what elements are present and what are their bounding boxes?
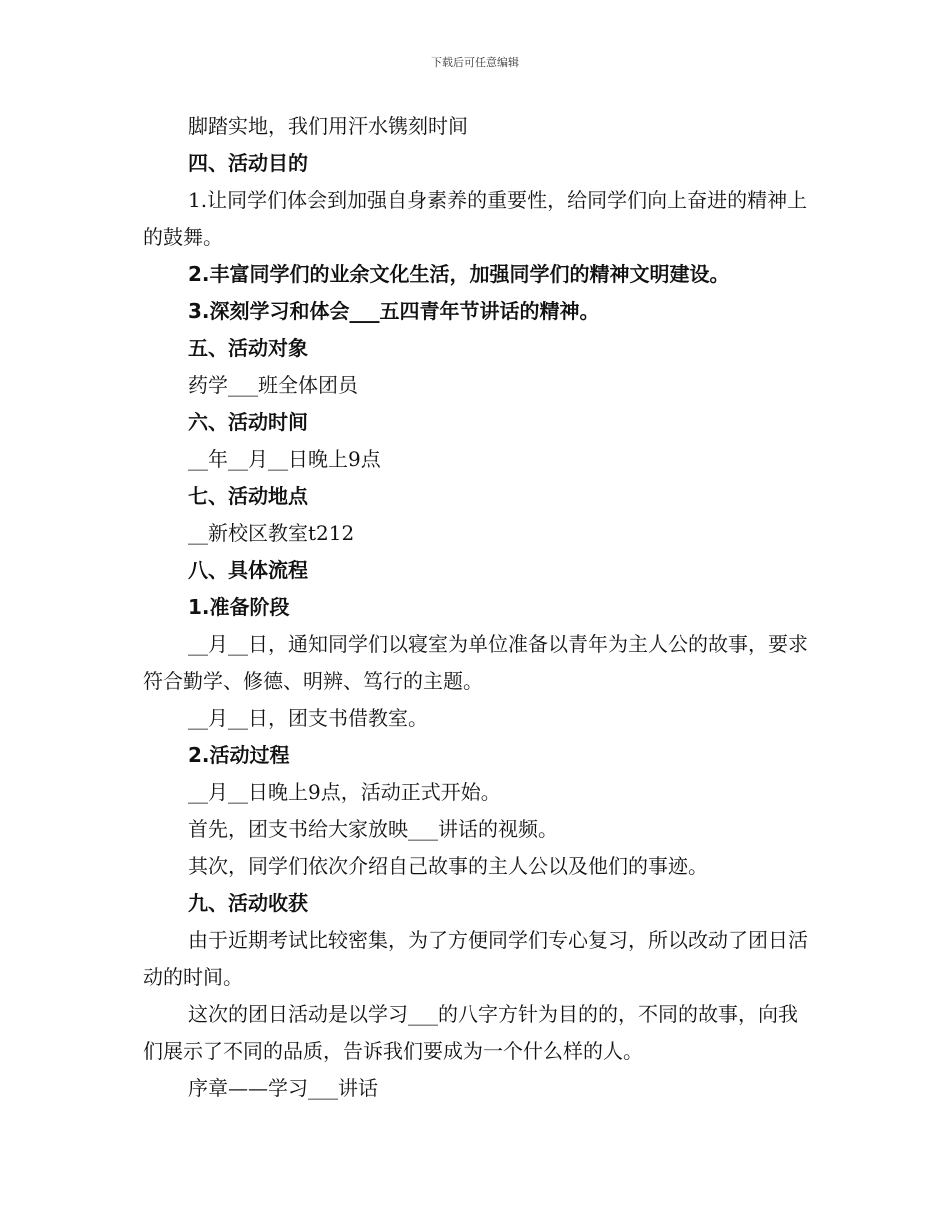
results-paragraph-1: 由于近期考试比较密集，为了方便同学们专心复习，所以改动了团日活动的时间。: [143, 928, 808, 989]
chapter-heading: 序章——学习___讲话: [188, 1076, 378, 1100]
section-heading-time: 六、活动时间: [188, 410, 308, 434]
section-heading-audience: 五、活动对象: [188, 336, 308, 360]
paragraph-intro: 脚踏实地，我们用汗水镌刻时间: [188, 114, 468, 138]
activity-step-2: 首先，团支书给大家放映___讲话的视频。: [188, 817, 558, 841]
purpose-item-3: 3.深刻学习和体会___五四青年节讲话的精神。: [188, 299, 600, 323]
activity-step-1: __月__日晚上9点，活动正式开始。: [188, 780, 501, 804]
section-heading-purpose: 四、活动目的: [188, 151, 308, 175]
preparation-step-2: __月__日，团支书借教室。: [188, 706, 428, 730]
purpose-item-1: 1.让同学们体会到加强自身素养的重要性，给同学们向上奋进的精神上的鼓舞。: [143, 188, 808, 249]
purpose-item-2: 2.丰富同学们的业余文化生活，加强同学们的精神文明建设。: [188, 262, 730, 286]
time-text: __年__月__日晚上9点: [188, 447, 381, 471]
section-heading-location: 七、活动地点: [188, 484, 308, 508]
results-paragraph-2: 这次的团日活动是以学习___的八字方针为目的的，不同的故事，向我们展示了不同的品质，告诉我们要成为一个什么样的人。: [143, 1002, 798, 1063]
location-text: __新校区教室t212: [188, 521, 355, 545]
section-heading-results: 九、活动收获: [188, 891, 308, 915]
activity-step-3: 其次，同学们依次介绍自己故事的主人公以及他们的事迹。: [188, 854, 708, 878]
subheading-preparation: 1.准备阶段: [188, 595, 290, 619]
page-header: 下载后可任意编辑: [431, 56, 519, 69]
audience-text: 药学___班全体团员: [188, 373, 358, 397]
section-heading-process: 八、具体流程: [188, 558, 308, 582]
document-body: [143, 108, 808, 1107]
subheading-activity: 2.活动过程: [188, 743, 290, 767]
preparation-step-1: __月__日，通知同学们以寝室为单位准备以青年为主人公的故事，要求符合勤学、修德、明辨、笃行的主题。: [143, 632, 808, 693]
